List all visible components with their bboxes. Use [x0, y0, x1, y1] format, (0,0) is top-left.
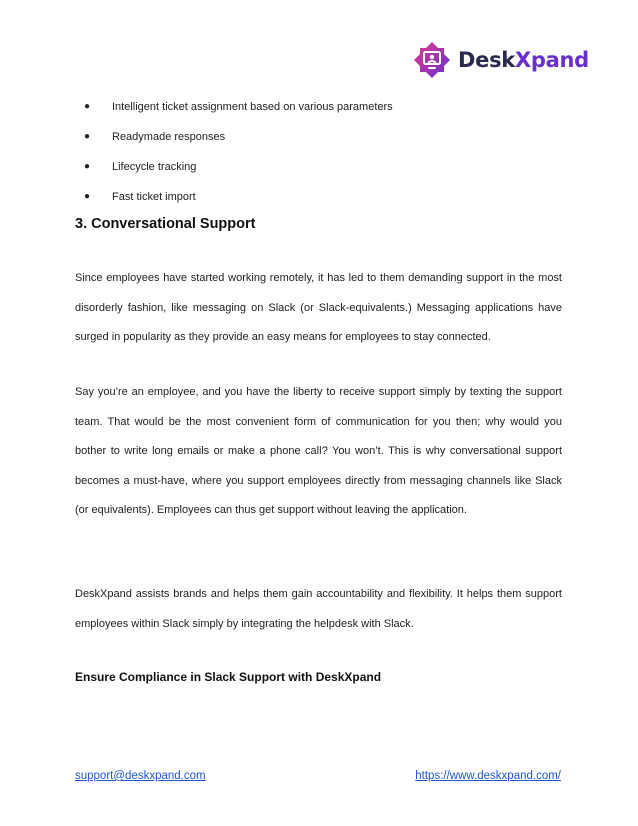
paragraph-deskxpand-slack: DeskXpand assists brands and helps them gain accountability and flexibility. It helps them support employees within Slack simply by integrating the helpdesk with Slack.: [75, 588, 562, 630]
bullet-text: Lifecycle tracking: [112, 161, 197, 173]
brand-logo: [412, 38, 589, 82]
bullet-icon: ●: [84, 161, 91, 172]
section-heading: 3. Conversational Support: [75, 216, 256, 232]
compliance-subheading: Ensure Compliance in Slack Support with DeskXpand: [75, 670, 382, 684]
footer-email-link[interactable]: support@deskxpand.com: [75, 770, 206, 782]
list-item: [84, 126, 393, 156]
feature-bullet-list: [84, 96, 393, 216]
brand-name-part1: Desk: [458, 48, 515, 72]
bullet-icon: ●: [84, 131, 91, 142]
bullet-text: Intelligent ticket assignment based on various parameters: [112, 101, 393, 113]
list-item: [84, 96, 393, 126]
footer-website-link[interactable]: https://www.deskxpand.com/: [415, 770, 561, 782]
bullet-icon: ●: [84, 101, 91, 112]
list-item: [84, 156, 393, 186]
deskxpand-logo-icon: [412, 40, 452, 80]
bullet-icon: ●: [84, 191, 91, 202]
brand-name: [458, 48, 589, 72]
brand-name-part2: Xpand: [514, 48, 589, 72]
list-item: [84, 186, 393, 216]
bullet-text: Fast ticket import: [112, 191, 196, 203]
bullet-text: Readymade responses: [112, 131, 226, 143]
paragraph-conversational-support: Say you’re an employee, and you have the liberty to receive support simply by texting the support team. That would be the most convenient form of communication for you then; why would you bother to write long emails or make a phone call? You won’t. This is why conversational support becomes a must-have, where you support employees directly from messaging channels like Slack (or equivalents). Employees can thus get support without leaving the application.: [75, 386, 562, 516]
paragraph-remote-support: Since employees have started working remotely, it has led to them demanding support in the most disorderly fashion, like messaging on Slack (or Slack-equivalents.) Messaging applications have surged in popularity as they provide an easy means for employees to stay connected.: [75, 272, 562, 343]
